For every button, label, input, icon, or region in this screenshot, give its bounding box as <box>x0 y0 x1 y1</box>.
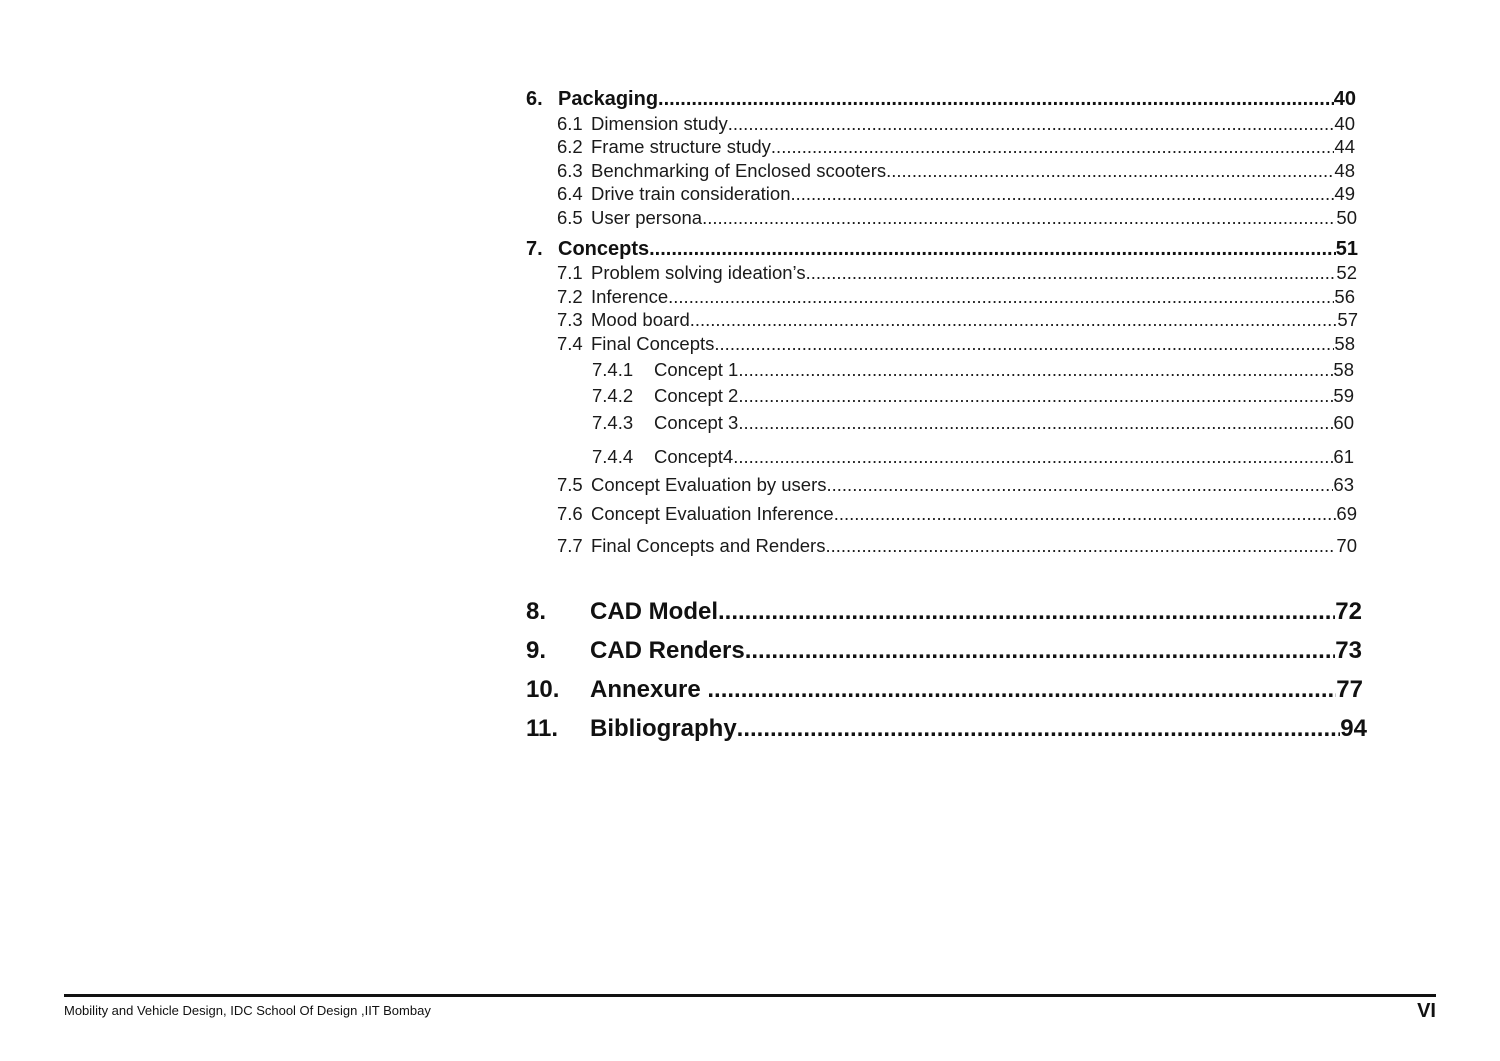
toc-page: 94 <box>1340 715 1367 742</box>
toc-entry-frame-structure-study[interactable] <box>557 136 1355 158</box>
toc-label: Packaging <box>558 88 659 110</box>
toc-leader <box>733 446 1333 468</box>
toc-leader <box>806 262 1337 284</box>
toc-label: Concepts <box>558 238 650 260</box>
toc-number: 6.4 <box>557 183 583 204</box>
toc-label: Drive train consideration <box>591 183 791 204</box>
toc-leader <box>827 474 1334 496</box>
toc-label: Final Concepts <box>591 333 715 354</box>
toc-entry-benchmarking[interactable] <box>557 160 1355 182</box>
toc-page: 58 <box>1334 333 1355 354</box>
toc-leader <box>790 183 1334 205</box>
toc-page: 61 <box>1333 446 1354 467</box>
toc-entry-packaging[interactable] <box>526 88 1356 111</box>
toc-number: 7.4.3 <box>592 412 634 433</box>
toc-label: Concept4 <box>654 446 734 467</box>
toc-number: 6.1 <box>557 113 583 134</box>
toc-label: Concept Evaluation by users <box>591 474 827 495</box>
toc-leader <box>702 207 1336 229</box>
toc-number: 7.5 <box>557 474 583 495</box>
toc-label: Bibliography <box>590 715 737 742</box>
toc-entry-concepts[interactable] <box>526 238 1358 261</box>
toc-entry-concept-3[interactable] <box>592 412 1354 434</box>
toc-number: 7.4 <box>557 333 583 354</box>
toc-page: 69 <box>1336 503 1357 524</box>
toc-page: 63 <box>1333 474 1354 495</box>
toc-label: Inference <box>591 286 669 307</box>
toc-page: 58 <box>1333 359 1354 380</box>
toc-page: 72 <box>1335 598 1362 625</box>
toc-leader <box>718 598 1335 626</box>
toc-number: 7.1 <box>557 262 583 283</box>
toc-number: 8. <box>526 598 547 625</box>
toc-leader <box>738 385 1333 407</box>
toc-page: 77 <box>1336 676 1363 703</box>
toc-leader <box>771 136 1335 158</box>
toc-leader <box>738 359 1333 381</box>
toc-leader <box>728 113 1335 135</box>
toc-leader <box>834 503 1337 525</box>
toc-entry-final-concepts-renders[interactable] <box>557 535 1357 557</box>
toc-leader <box>668 286 1334 308</box>
toc-leader <box>658 88 1334 111</box>
toc-leader <box>649 238 1336 261</box>
toc-number: 7. <box>526 238 543 260</box>
toc-page: 40 <box>1334 113 1355 134</box>
toc-entry-drive-train[interactable] <box>557 183 1355 205</box>
toc-number: 7.4.2 <box>592 385 634 406</box>
toc-entry-bibliography[interactable] <box>526 715 1367 743</box>
toc-label: CAD Renders <box>590 637 745 664</box>
footer-divider <box>64 994 1436 997</box>
toc-page: 59 <box>1333 385 1354 406</box>
toc-number: 6.2 <box>557 136 583 157</box>
toc-entry-problem-solving[interactable] <box>557 262 1357 284</box>
toc-leader <box>707 676 1336 704</box>
toc-label: CAD Model <box>590 598 718 625</box>
toc-page: 57 <box>1337 309 1358 330</box>
toc-label: Problem solving ideation’s <box>591 262 806 283</box>
toc-page: 51 <box>1335 238 1358 260</box>
toc-entry-dimension-study[interactable] <box>557 113 1355 135</box>
toc-entry-concept-evaluation-inference[interactable] <box>557 503 1357 525</box>
toc-page: 56 <box>1334 286 1355 307</box>
toc-page: 50 <box>1336 207 1357 228</box>
toc-label: Concept 1 <box>654 359 739 380</box>
toc-number: 11. <box>526 715 559 742</box>
toc-page: 49 <box>1334 183 1355 204</box>
toc-number: 7.3 <box>557 309 583 330</box>
toc-page: 44 <box>1334 136 1355 157</box>
toc-number: 7.6 <box>557 503 583 524</box>
toc-leader <box>745 637 1336 665</box>
toc-number: 7.4.4 <box>592 446 634 467</box>
toc-page: 60 <box>1333 412 1354 433</box>
toc-number: 7.7 <box>557 535 583 556</box>
toc-entry-cad-renders[interactable] <box>526 637 1362 665</box>
toc-entry-concept-4[interactable] <box>592 446 1354 468</box>
toc-page: 40 <box>1333 88 1356 110</box>
toc-number: 6. <box>526 88 543 110</box>
toc-entry-mood-board[interactable] <box>557 309 1358 331</box>
toc-page: 70 <box>1336 535 1357 556</box>
toc-leader <box>737 715 1341 743</box>
footer-caption: Mobility and Vehicle Design, IDC School Of Design ,IIT Bombay <box>64 1003 431 1018</box>
toc-label: Concept 3 <box>654 412 739 433</box>
toc-entry-annexure[interactable] <box>526 676 1363 704</box>
toc-entry-final-concepts[interactable] <box>557 333 1355 355</box>
page-number: VI <box>1417 1000 1436 1022</box>
toc-label: Frame structure study <box>591 136 771 157</box>
toc-number: 6.5 <box>557 207 583 228</box>
toc-entry-concept-1[interactable] <box>592 359 1354 381</box>
toc-label: User persona <box>591 207 703 228</box>
toc-number: 6.3 <box>557 160 583 181</box>
toc-entry-user-persona[interactable] <box>557 207 1357 229</box>
toc-number: 9. <box>526 637 547 664</box>
toc-leader <box>690 309 1338 331</box>
toc-label: Dimension study <box>591 113 728 134</box>
toc-page: 48 <box>1334 160 1355 181</box>
toc-number: 10. <box>526 676 560 703</box>
toc-label: Annexure <box>590 676 708 703</box>
toc-number: 7.2 <box>557 286 583 307</box>
toc-label: Concept 2 <box>654 385 739 406</box>
toc-label: Final Concepts and Renders <box>591 535 826 556</box>
toc-leader <box>714 333 1334 355</box>
toc-label: Benchmarking of Enclosed scooters <box>591 160 887 181</box>
toc-page: 52 <box>1336 262 1357 283</box>
toc-entry-inference[interactable] <box>557 286 1355 308</box>
toc-page: 73 <box>1335 637 1362 664</box>
toc-leader <box>825 535 1336 557</box>
toc-number: 7.4.1 <box>592 359 634 380</box>
toc-leader <box>886 160 1334 182</box>
toc-entry-cad-model[interactable] <box>526 598 1362 626</box>
toc-entry-concept-evaluation-users[interactable] <box>557 474 1354 496</box>
toc-label: Concept Evaluation Inference <box>591 503 834 524</box>
toc-leader <box>738 412 1333 434</box>
toc-label: Mood board <box>591 309 690 330</box>
toc-entry-concept-2[interactable] <box>592 385 1354 407</box>
